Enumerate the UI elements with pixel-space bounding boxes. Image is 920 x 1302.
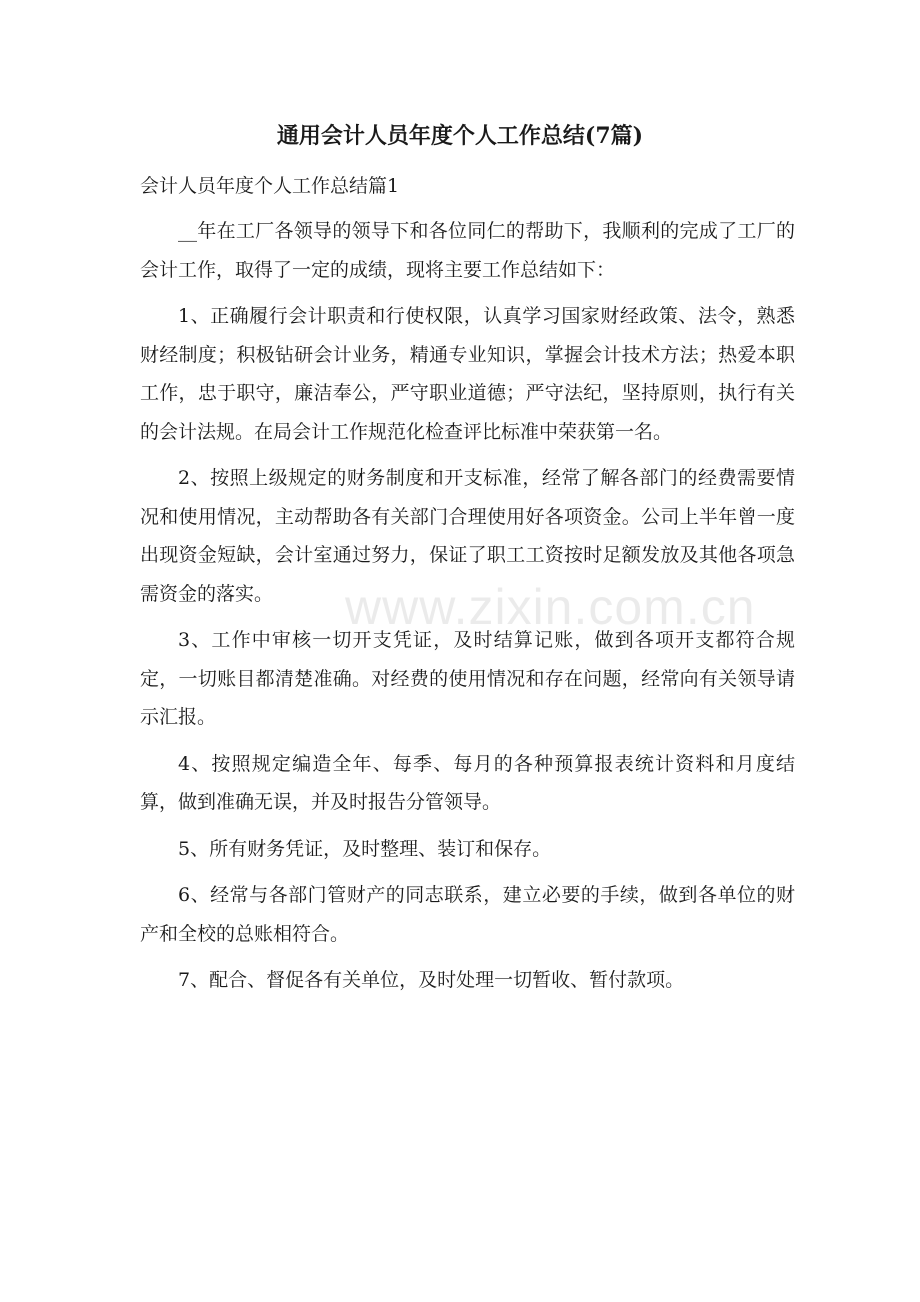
paragraph-item-2: 2、按照上级规定的财务制度和开支标准，经常了解各部门的经费需要情况和使用情况，主动帮助各有关部门合理使用好各项资金。公司上半年曾一度出现资金短缺，会计室通过努力，保证了职工工资按时足额发放及其他各项急需资金的落实。 [140,467,795,605]
document-body [140,212,795,1008]
paragraph-item-4: 4、按照规定编造全年、每季、每月的各种预算报表统计资料和月度结算，做到准确无误，并及时报告分管领导。 [140,752,795,813]
document-title: 通用会计人员年度个人工作总结(7篇) [276,123,644,149]
paragraph-item-7: 7、配合、督促各有关单位，及时处理一切暂收、暂付款项。 [178,969,685,991]
section-heading: 会计人员年度个人工作总结篇1 [140,175,400,197]
paragraph-intro: __年在工厂各领导的领导下和各位同仁的帮助下，我顺利的完成了工厂的会计工作，取得了一定的成绩，现将主要工作总结如下： [140,220,795,281]
watermark: www.zixin.com.cn [345,579,756,635]
paragraph-item-6: 6、经常与各部门管财产的同志联系，建立必要的手续，做到各单位的财产和全校的总账相符合。 [140,884,795,945]
paragraph-item-3: 3、工作中审核一切开支凭证，及时结算记账，做到各项开支都符合规定，一切账目都清楚准确。对经费的使用情况和存在问题，经常向有关领导请示汇报。 [140,629,795,728]
paragraph-item-5: 5、所有财务凭证，及时整理、装订和保存。 [178,837,552,860]
paragraph-item-1: 1、正确履行会计职责和行使权限，认真学习国家财经政策、法令，熟悉财经制度；积极钻研会计业务，精通专业知识，掌握会计技术方法；热爱本职工作，忠于职守，廉洁奉公，严守职业道德；严守法纪，坚持原则，执行有关的会计法规。在局会计工作规范化检查评比标准中荣获第一名。 [140,305,795,443]
